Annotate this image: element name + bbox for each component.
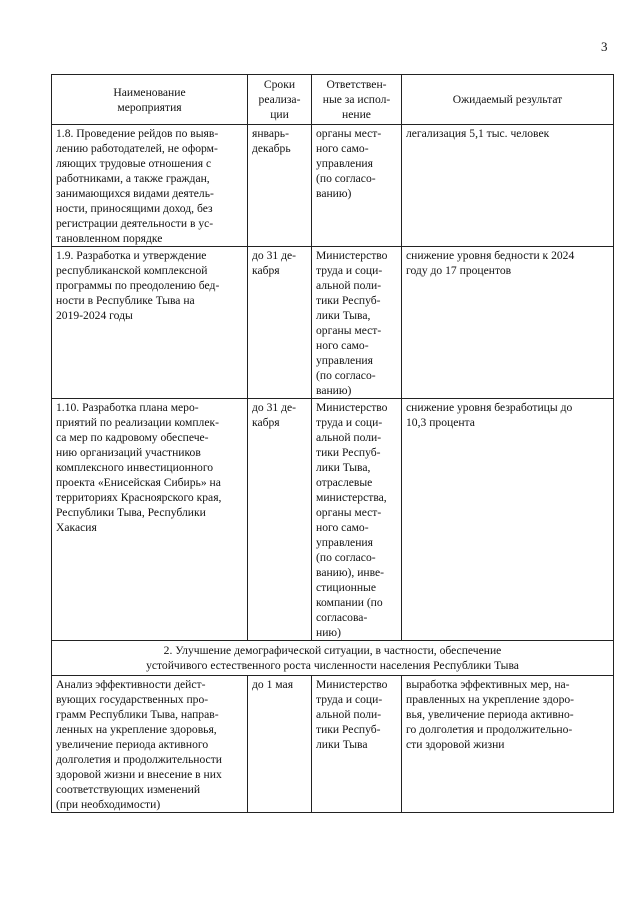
header-event: Наименование мероприятия <box>52 75 248 125</box>
table-header-row <box>52 75 614 125</box>
row-event: 1.8. Проведение рейдов по выяв- лению работодателей, не оформ- ляющих трудовые отношения с работниками, а также граждан, занимающихся видами деятель- ности, приносящими доход, без регистрации деятельности в ус- тановленном порядке <box>52 125 248 247</box>
row-responsible: Министерство труда и соци- альной поли- тики Респуб- лики Тыва, органы мест- ного само- управления (по согласо- ванию) <box>312 247 402 399</box>
row-result: выработка эффективных мер, на- правленных на укрепление здоро- вья, увеличение периода активно- го долголетия и продолжительно- сти здоровой жизни <box>402 676 614 813</box>
row-result: снижение уровня бедности к 2024 году до 17 процентов <box>402 247 614 399</box>
row-event: Анализ эффективности дейст- вующих государственных про- грамм Республики Тыва, направ- ленных на укрепление здоровья, увеличение периода активного долголетия и продолжительности здоровой жизни и внесение в них соответствующих изменений (при необходимости) <box>52 676 248 813</box>
table-row <box>52 247 614 399</box>
section-row <box>52 641 614 676</box>
row-deadline: до 31 де- кабря <box>248 247 312 399</box>
row-responsible: органы мест- ного само- управления (по согласо- ванию) <box>312 125 402 247</box>
header-deadline: Сроки реализа- ции <box>248 75 312 125</box>
row-deadline: до 31 де- кабря <box>248 399 312 641</box>
row-result: легализация 5,1 тыс. человек <box>402 125 614 247</box>
measures-table <box>51 74 614 813</box>
row-responsible: Министерство труда и соци- альной поли- тики Респуб- лики Тыва, отраслевые министерства, органы мест- ного само- управления (по согласо- ванию), инве- стиционные компании (по согласова- нию) <box>312 399 402 641</box>
table-row <box>52 399 614 641</box>
table-row <box>52 676 614 813</box>
row-deadline: до 1 мая <box>248 676 312 813</box>
header-result: Ожидаемый результат <box>402 75 614 125</box>
page-number: 3 <box>601 39 608 54</box>
row-deadline: январь- декабрь <box>248 125 312 247</box>
table-row <box>52 125 614 247</box>
row-responsible: Министерство труда и соци- альной поли- тики Респуб- лики Тыва <box>312 676 402 813</box>
section-title: 2. Улучшение демографической ситуации, в частности, обеспечение устойчивого естественного роста численности населения Республики Тыва <box>52 641 614 676</box>
row-event: 1.10. Разработка плана меро- приятий по реализации комплек- са мер по кадровому обеспече- нию организаций участников комплексного инвестиционного проекта «Енисейская Сибирь» на территориях Красноярского края, Республики Тыва, Республики Хакасия <box>52 399 248 641</box>
header-responsible: Ответствен- ные за испол- нение <box>312 75 402 125</box>
row-result: снижение уровня безработицы до 10,3 процента <box>402 399 614 641</box>
row-event: 1.9. Разработка и утверждение республиканской комплексной программы по преодолению бед- ности в Республике Тыва на 2019-2024 годы <box>52 247 248 399</box>
